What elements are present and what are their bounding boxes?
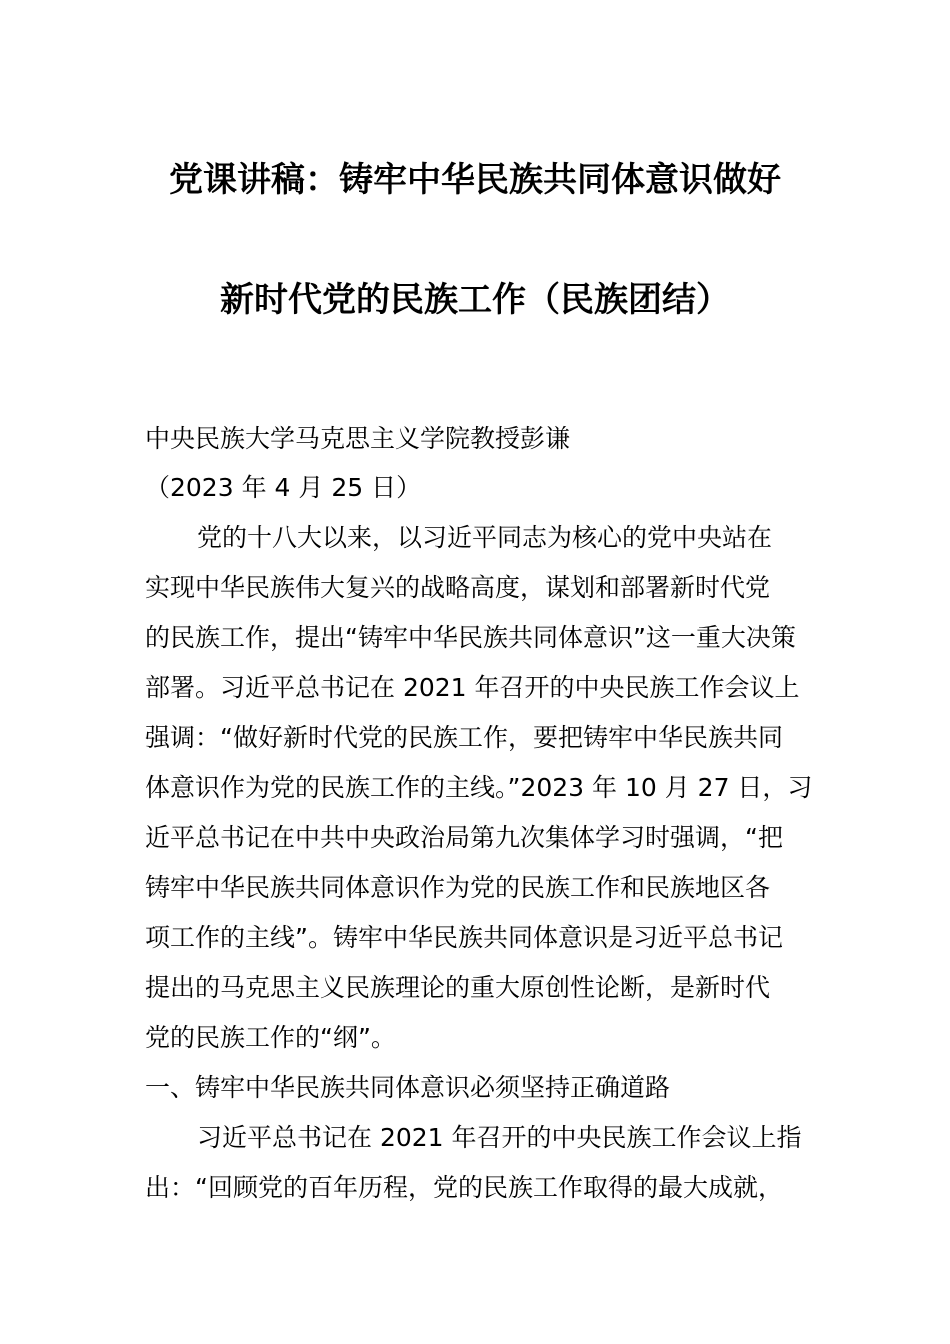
paragraph-line: 体意识作为党的民族工作的主线。”2023 年 10 月 27 日，习 <box>145 773 813 802</box>
paragraph-line: 强调：“做好新时代党的民族工作，要把铸牢中华民族共同 <box>145 723 783 752</box>
paragraph-line: 提出的马克思主义民族理论的重大原创性论断，是新时代 <box>145 973 771 1002</box>
author-line: 中央民族大学马克思主义学院教授彭谦 <box>145 424 571 453</box>
date-line: （2023 年 4 月 25 日） <box>145 473 422 502</box>
document-title-line-1: 党课讲稿：铸牢中华民族共同体意识做好 <box>169 160 781 200</box>
paragraph-line: 实现中华民族伟大复兴的战略高度，谋划和部署新时代党 <box>145 573 771 602</box>
paragraph-line: 项工作的主线”。铸牢中华民族共同体意识是习近平总书记 <box>145 923 783 952</box>
paragraph-line: 铸牢中华民族共同体意识作为党的民族工作和民族地区各 <box>145 873 771 902</box>
paragraph-line: 党的民族工作的“纲”。 <box>145 1023 396 1052</box>
paragraph-line: 党的十八大以来，以习近平同志为核心的党中央站在 <box>197 523 773 552</box>
paragraph-line: 近平总书记在中共中央政治局第九次集体学习时强调，“把 <box>145 823 783 852</box>
paragraph-line: 部署。习近平总书记在 2021 年召开的中央民族工作会议上 <box>145 673 800 702</box>
section-heading: 一、铸牢中华民族共同体意识必须坚持正确道路 <box>145 1073 671 1102</box>
paragraph-line: 习近平总书记在 2021 年召开的中央民族工作会议上指 <box>197 1123 802 1152</box>
document-title-line-2: 新时代党的民族工作（民族团结） <box>220 280 730 320</box>
paragraph-line: 的民族工作，提出“铸牢中华民族共同体意识”这一重大决策 <box>145 623 796 652</box>
paragraph-line: 出：“回顾党的百年历程，党的民族工作取得的最大成就， <box>145 1173 783 1202</box>
